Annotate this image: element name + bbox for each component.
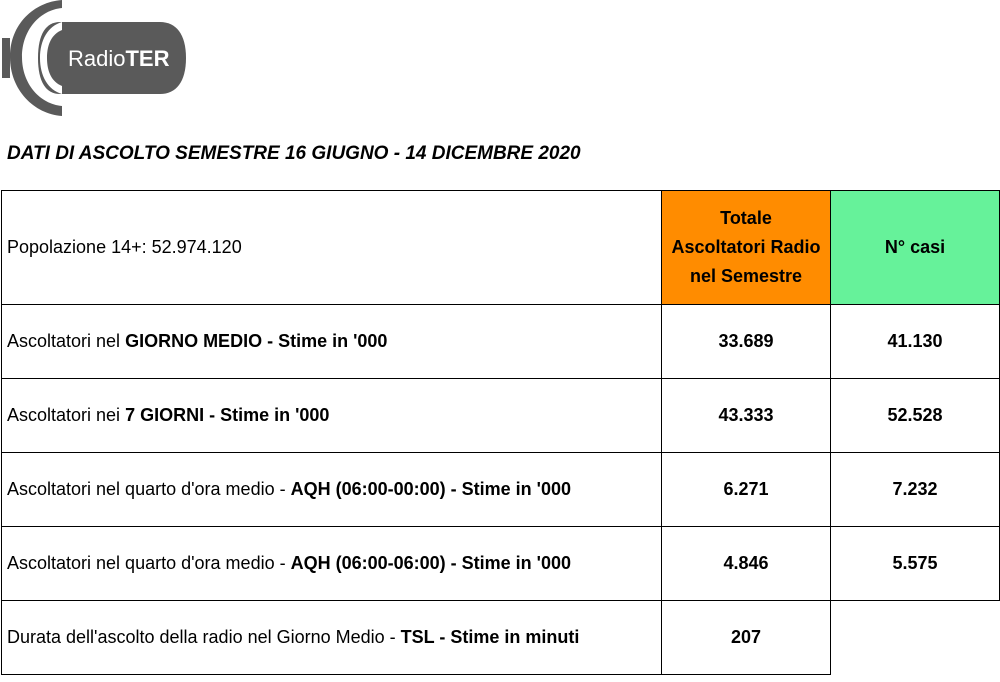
table-row	[2, 379, 1000, 453]
table-row	[2, 527, 1000, 601]
row-label-bold: GIORNO MEDIO - Stime in '000	[125, 331, 388, 351]
row-label-plain: Ascoltatori nei	[7, 405, 126, 425]
row-total: 6.271	[662, 453, 831, 527]
table-row	[2, 601, 1000, 675]
row-label-bold: AQH (06:00-06:00) - Stime in '000	[290, 553, 571, 573]
row-cases: 5.575	[831, 527, 1000, 601]
header-total-line3: nel Semestre	[689, 266, 803, 286]
row-label	[2, 305, 662, 379]
header-total-listeners	[662, 191, 831, 305]
logo-text-bold: TER	[125, 46, 170, 71]
row-total: 4.846	[662, 527, 831, 601]
row-label-bold: 7 GIORNI - Stime in '000	[125, 405, 330, 425]
row-cases: 41.130	[831, 305, 1000, 379]
row-cases: 52.528	[831, 379, 1000, 453]
table-header-row	[2, 191, 1000, 305]
row-label	[2, 453, 662, 527]
row-cases-empty	[831, 601, 1000, 675]
row-label-plain: Durata dell'ascolto della radio nel Giorno Medio -	[7, 627, 401, 647]
header-cases: N° casi	[831, 191, 1000, 305]
row-label-plain: Ascoltatori nel	[7, 331, 126, 351]
row-label-plain: Ascoltatori nel quarto d'ora medio -	[7, 479, 291, 499]
row-cases: 7.232	[831, 453, 1000, 527]
radioter-logo-graphic	[0, 0, 190, 118]
logo-text-regular: Radio	[68, 46, 126, 71]
row-label	[2, 379, 662, 453]
row-label-bold: TSL - Stime in minuti	[400, 627, 580, 647]
row-label-plain: Ascoltatori nel quarto d'ora medio -	[7, 553, 291, 573]
page-title: DATI DI ASCOLTO SEMESTRE 16 GIUGNO - 14 DICEMBRE 2020	[7, 143, 581, 164]
radioter-logo	[0, 0, 190, 118]
header-total-line2: Ascoltatori Radio	[671, 237, 821, 257]
row-total: 43.333	[662, 379, 831, 453]
population-label: Popolazione 14+: 52.974.120	[2, 191, 662, 305]
table-row	[2, 305, 1000, 379]
row-label-bold: AQH (06:00-00:00) - Stime in '000	[290, 479, 571, 499]
header-total-line1: Totale	[720, 208, 772, 228]
listening-data-table	[1, 190, 1000, 675]
row-label	[2, 601, 662, 675]
row-label	[2, 527, 662, 601]
svg-text:RadioTER	[68, 46, 170, 71]
row-total: 207	[662, 601, 831, 675]
row-total: 33.689	[662, 305, 831, 379]
table-row	[2, 453, 1000, 527]
